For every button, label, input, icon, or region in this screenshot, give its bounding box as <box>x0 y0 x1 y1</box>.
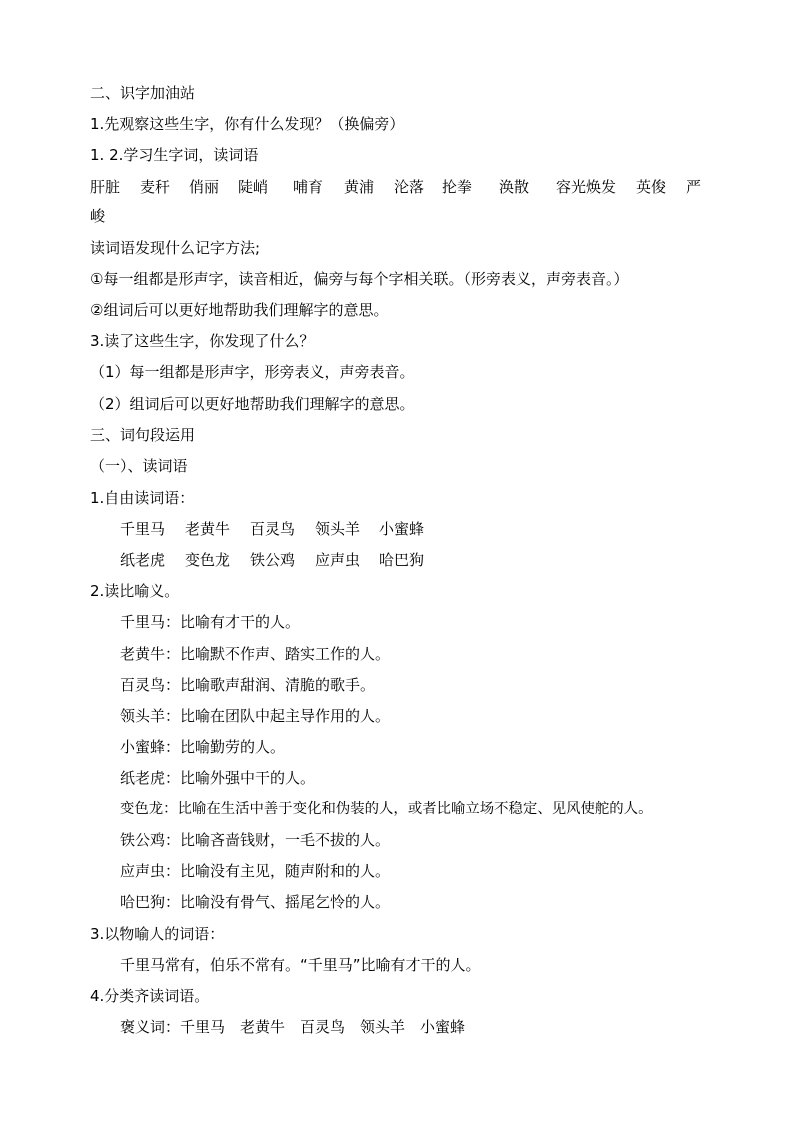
metaphor-line: 哈巴狗：比喻没有骨气、摇尾乞怜的人。 <box>120 893 391 911</box>
metaphor-line: 千里马：比喻有才干的人。 <box>120 613 301 631</box>
item-3: 3.以物喻人的词语： <box>90 925 225 943</box>
vocab-word: 英俊 <box>636 178 667 196</box>
word-item: 铁公鸡 <box>250 551 296 569</box>
vocab-word-wrap: 峻 <box>90 207 106 225</box>
item-4-text: 褒义词：千里马 老黄牛 百灵鸟 领头羊 小蜜蜂 <box>120 1018 466 1036</box>
vocab-word: 容光焕发 <box>556 178 617 196</box>
metaphor-line: 变色龙：比喻在生活中善于变化和伪装的人，或者比喻立场不稳定、见风使舵的人。 <box>120 801 653 817</box>
word-row-2 <box>120 550 440 570</box>
word-item: 应声虫 <box>315 551 361 569</box>
metaphor-line: 纸老虎：比喻外强中干的人。 <box>120 769 316 787</box>
question-3-answer-1: （1）每一组都是形声字，形旁表义，声旁表音。 <box>90 363 415 381</box>
vocab-word: 肝脏 <box>90 178 121 196</box>
word-item: 千里马 <box>120 520 166 538</box>
method-point-1: ①每一组都是形声字，读音相近，偏旁与每个字相关联。（形旁表义，声旁表音。） <box>90 270 629 288</box>
item-4: 4.分类齐读词语。 <box>90 987 210 1005</box>
vocab-word: 麦秆 <box>140 178 171 196</box>
item-3-text: 千里马常有，伯乐不常有。“千里马”比喻有才干的人。 <box>120 956 481 974</box>
method-title: 读词语发现什么记字方法; <box>90 239 261 257</box>
vocab-word: 哺育 <box>293 178 324 196</box>
word-item: 老黄牛 <box>185 520 231 538</box>
word-item: 领头羊 <box>315 520 361 538</box>
word-item: 变色龙 <box>185 551 231 569</box>
vocab-word: 黄浦 <box>344 178 375 196</box>
metaphor-line: 铁公鸡：比喻吝啬钱财，一毛不拔的人。 <box>120 831 391 849</box>
vocab-word: 涣散 <box>499 178 530 196</box>
method-point-2: ②组词后可以更好地帮助我们理解字的意思。 <box>90 301 389 319</box>
metaphor-line: 应声虫：比喻没有主见，随声附和的人。 <box>120 862 391 880</box>
word-item: 纸老虎 <box>120 551 166 569</box>
word-row-1 <box>120 519 440 539</box>
word-item: 小蜜蜂 <box>379 520 425 538</box>
metaphor-line: 领头羊：比喻在团队中起主导作用的人。 <box>120 707 391 725</box>
metaphor-line: 小蜜蜂：比喻勤劳的人。 <box>120 738 286 756</box>
question-1-2: 1. 2.学习生字词，读词语 <box>90 146 259 164</box>
question-3-answer-2: （2）组词后可以更好地帮助我们理解字的意思。 <box>90 395 415 413</box>
vocab-word: 俏丽 <box>189 178 220 196</box>
question-1: 1.先观察这些生字，你有什么发现？（换偏旁） <box>90 115 405 133</box>
vocab-word: 抡拳 <box>442 178 473 196</box>
vocab-word: 陡峭 <box>238 178 269 196</box>
item-1: 1.自由读词语： <box>90 489 195 507</box>
metaphor-line: 老黄牛：比喻默不作声、踏实工作的人。 <box>120 645 391 663</box>
vocab-word: 严 <box>686 178 702 196</box>
section-heading-2: 二、识字加油站 <box>90 84 196 102</box>
metaphor-line: 百灵鸟：比喻歌声甜润、清脆的歌手。 <box>120 676 376 694</box>
part-1-title: （一）、读词语 <box>90 457 188 475</box>
vocabulary-row <box>90 177 710 197</box>
vocab-word: 沦落 <box>394 178 425 196</box>
word-item: 百灵鸟 <box>250 520 296 538</box>
question-3: 3.读了这些生字，你发现了什么？ <box>90 332 315 350</box>
item-2: 2.读比喻义。 <box>90 582 180 600</box>
section-heading-3: 三、词句段运用 <box>90 426 196 444</box>
word-item: 哈巴狗 <box>379 551 425 569</box>
